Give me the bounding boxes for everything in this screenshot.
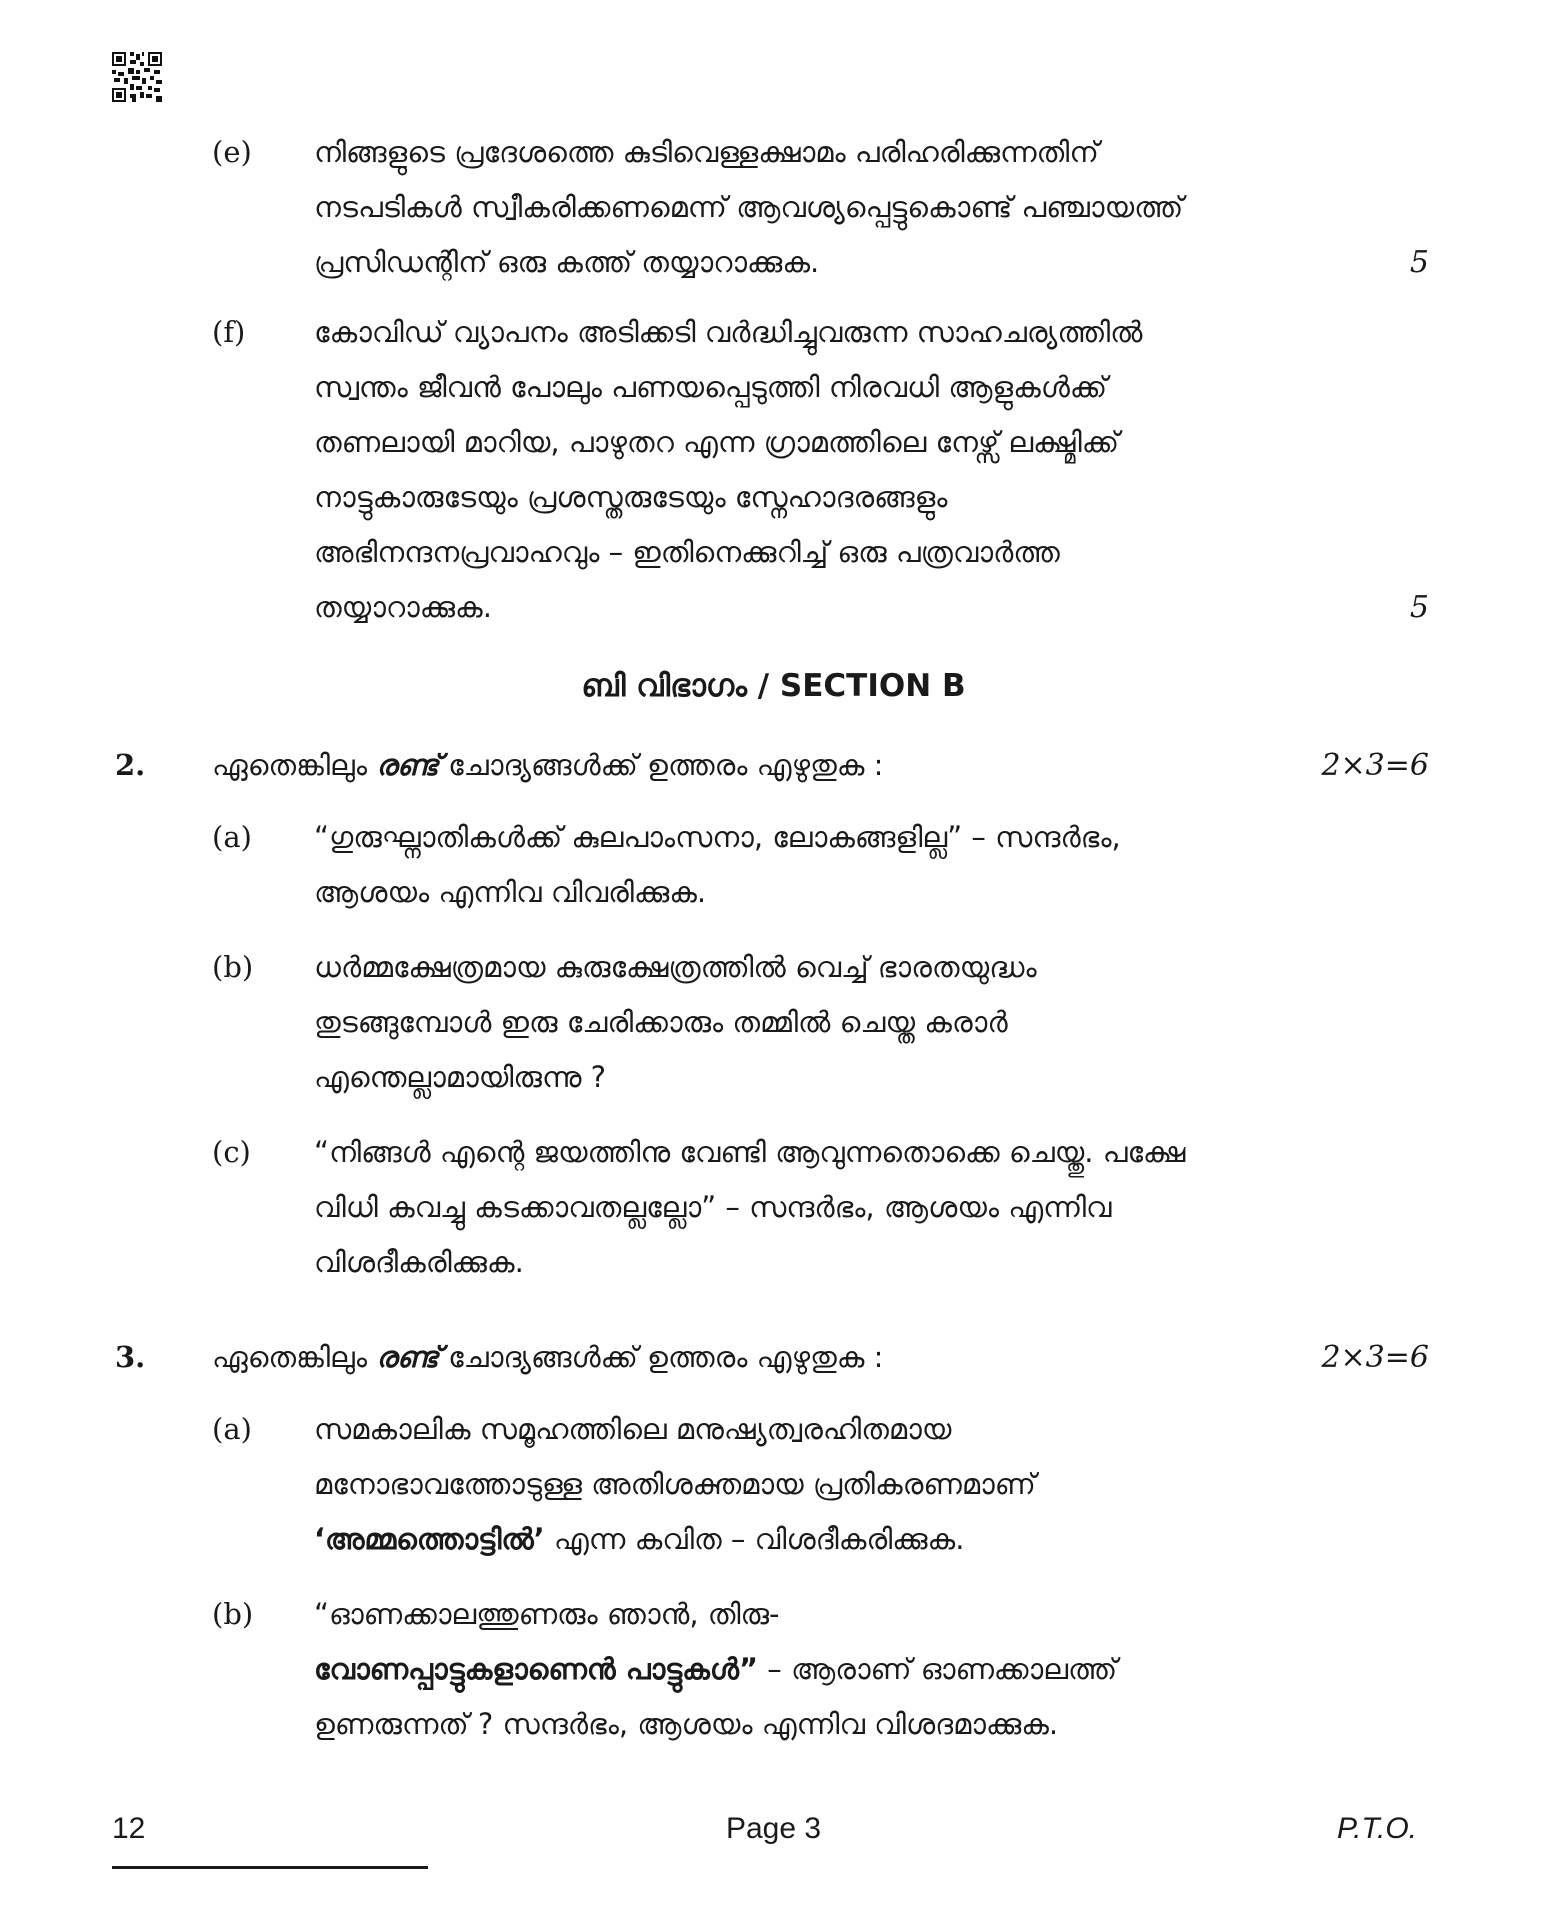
sub-question-label: (a) <box>212 820 252 854</box>
section-heading: ബി വിഭാഗം / SECTION B <box>581 668 966 704</box>
sub-question-label: (e) <box>212 135 252 169</box>
stem-emphasis: രണ്ട് <box>376 748 439 782</box>
sub-question-label: (f) <box>212 315 246 349</box>
question-line: ധർമ്മക്ഷേത്രമായ കുരുക്ഷേത്രത്തിൽ വെച്ച് ഭാരതയുദ്ധം <box>314 950 1037 984</box>
poem-title: ‘അമ്മത്തൊട്ടിൽ’ <box>314 1522 545 1556</box>
stem-text: ചോദ്യങ്ങൾക്ക് ഉത്തരം എഴുതുക : <box>438 1340 884 1374</box>
please-turn-over: P.T.O. <box>1336 1812 1417 1845</box>
question-line: എന്തെല്ലാമായിരുന്നു ? <box>314 1060 607 1094</box>
stem-text: ചോദ്യങ്ങൾക്ക് ഉത്തരം എഴുതുക : <box>438 748 884 782</box>
quote-emphasis: വോണപ്പാട്ടുകളാണെൻ പാട്ടുകൾ” <box>314 1652 759 1686</box>
qr-code-icon <box>112 52 162 102</box>
sub-question-label: (b) <box>212 1597 254 1631</box>
question-text <box>314 940 1414 1105</box>
question-line: വിധി കവച്ചു കടക്കാവതല്ലല്ലോ” – സന്ദർഭം, ആശയം എന്നിവ <box>314 1190 1112 1224</box>
question-line: വിശദീകരിക്കുക. <box>314 1245 524 1279</box>
question-line: മനോഭാവത്തോടുള്ള അതിശക്തമായ പ്രതികരണമാണ് <box>314 1467 1036 1501</box>
question-stem <box>212 1330 1312 1385</box>
question-number: 3. <box>115 1340 146 1374</box>
question-line: തുടങ്ങുമ്പോൾ ഇരു ചേരിക്കാരും തമ്മിൽ ചെയ്ത കരാർ <box>314 1005 1008 1039</box>
question-line: ആശയം എന്നിവ വിവരിക്കുക. <box>314 875 707 909</box>
marks: 2×3=6 <box>1321 748 1429 783</box>
question-line: നടപടികൾ സ്വീകരിക്കണമെന്ന് ആവശ്യപ്പെട്ടുകൊണ്ട് പഞ്ചായത്ത് <box>314 190 1184 224</box>
question-text <box>314 125 1414 290</box>
question-line <box>314 1512 1414 1567</box>
question-text <box>314 1402 1414 1567</box>
question-line: “ഗുരുഘ്നാതികൾക്ക് കുലപാംസനാ, ലോകങ്ങളില്ല” – സന്ദർഭം, <box>314 820 1121 854</box>
sub-question-label: (b) <box>212 950 254 984</box>
question-text <box>314 1125 1414 1290</box>
question-stem <box>212 738 1312 793</box>
question-line: കോവിഡ് വ്യാപനം അടിക്കടി വർദ്ധിച്ചുവരുന്ന സാഹചര്യത്തിൽ <box>314 315 1143 349</box>
marks: 5 <box>1409 590 1429 625</box>
question-line: സമകാലിക സമൂഹത്തിലെ മനുഷ്യത്വരഹിതമായ <box>314 1412 952 1446</box>
question-line: സ്വന്തം ജീവൻ പോലും പണയപ്പെടുത്തി നിരവധി ആളുകൾക്ക് <box>314 370 1108 404</box>
question-text <box>314 305 1414 635</box>
question-line: തയ്യാറാക്കുക. <box>314 590 492 624</box>
sub-question-label: (a) <box>212 1412 252 1446</box>
question-line-rest: എന്ന കവിത – വിശദീകരിക്കുക. <box>544 1522 965 1556</box>
question-line: തണലായി മാറിയ, പാഴുതറ എന്ന ഗ്രാമത്തിലെ നേഴ്സ് ലക്ഷ്മിക്ക് <box>314 425 1120 459</box>
question-line: “ഓണക്കാലത്തുണരും ഞാൻ, തിരു- <box>314 1597 780 1631</box>
footer-rule <box>112 1866 428 1869</box>
question-line <box>314 1642 1414 1697</box>
question-line: നിങ്ങളുടെ പ്രദേശത്തെ കുടിവെള്ളക്ഷാമം പരിഹരിക്കുന്നതിന് <box>314 135 1099 169</box>
question-text <box>314 810 1414 920</box>
stem-text: ഏതെങ്കിലും <box>212 748 377 782</box>
sub-question-label: (c) <box>212 1135 251 1169</box>
question-line: ഉണരുന്നത് ? സന്ദർഭം, ആശയം എന്നിവ വിശദമാക്കുക. <box>314 1707 1059 1741</box>
question-text <box>314 1587 1414 1752</box>
page-number: Page 3 <box>725 1812 822 1845</box>
marks: 5 <box>1409 245 1429 280</box>
question-number: 2. <box>115 748 146 782</box>
question-line: നാട്ടുകാരുടേയും പ്രശസ്തരുടേയും സ്നേഹാദരങ്ങളും <box>314 480 948 514</box>
paper-code: 12 <box>112 1812 146 1845</box>
question-line: പ്രസിഡന്റിന് ഒരു കത്ത് തയ്യാറാക്കുക. <box>314 245 820 279</box>
stem-text: ഏതെങ്കിലും <box>212 1340 377 1374</box>
question-line-rest: – ആരാണ് ഓണക്കാലത്ത് <box>758 1652 1118 1686</box>
question-line: “നിങ്ങൾ എന്റെ ജയത്തിനു വേണ്ടി ആവുന്നതൊക്കെ ചെയ്തു. പക്ഷേ <box>314 1135 1186 1169</box>
marks: 2×3=6 <box>1321 1340 1429 1375</box>
question-line: അഭിനന്ദനപ്രവാഹവും – ഇതിനെക്കുറിച്ച് ഒരു പത്രവാർത്ത <box>314 535 1060 569</box>
stem-emphasis: രണ്ട് <box>376 1340 439 1374</box>
